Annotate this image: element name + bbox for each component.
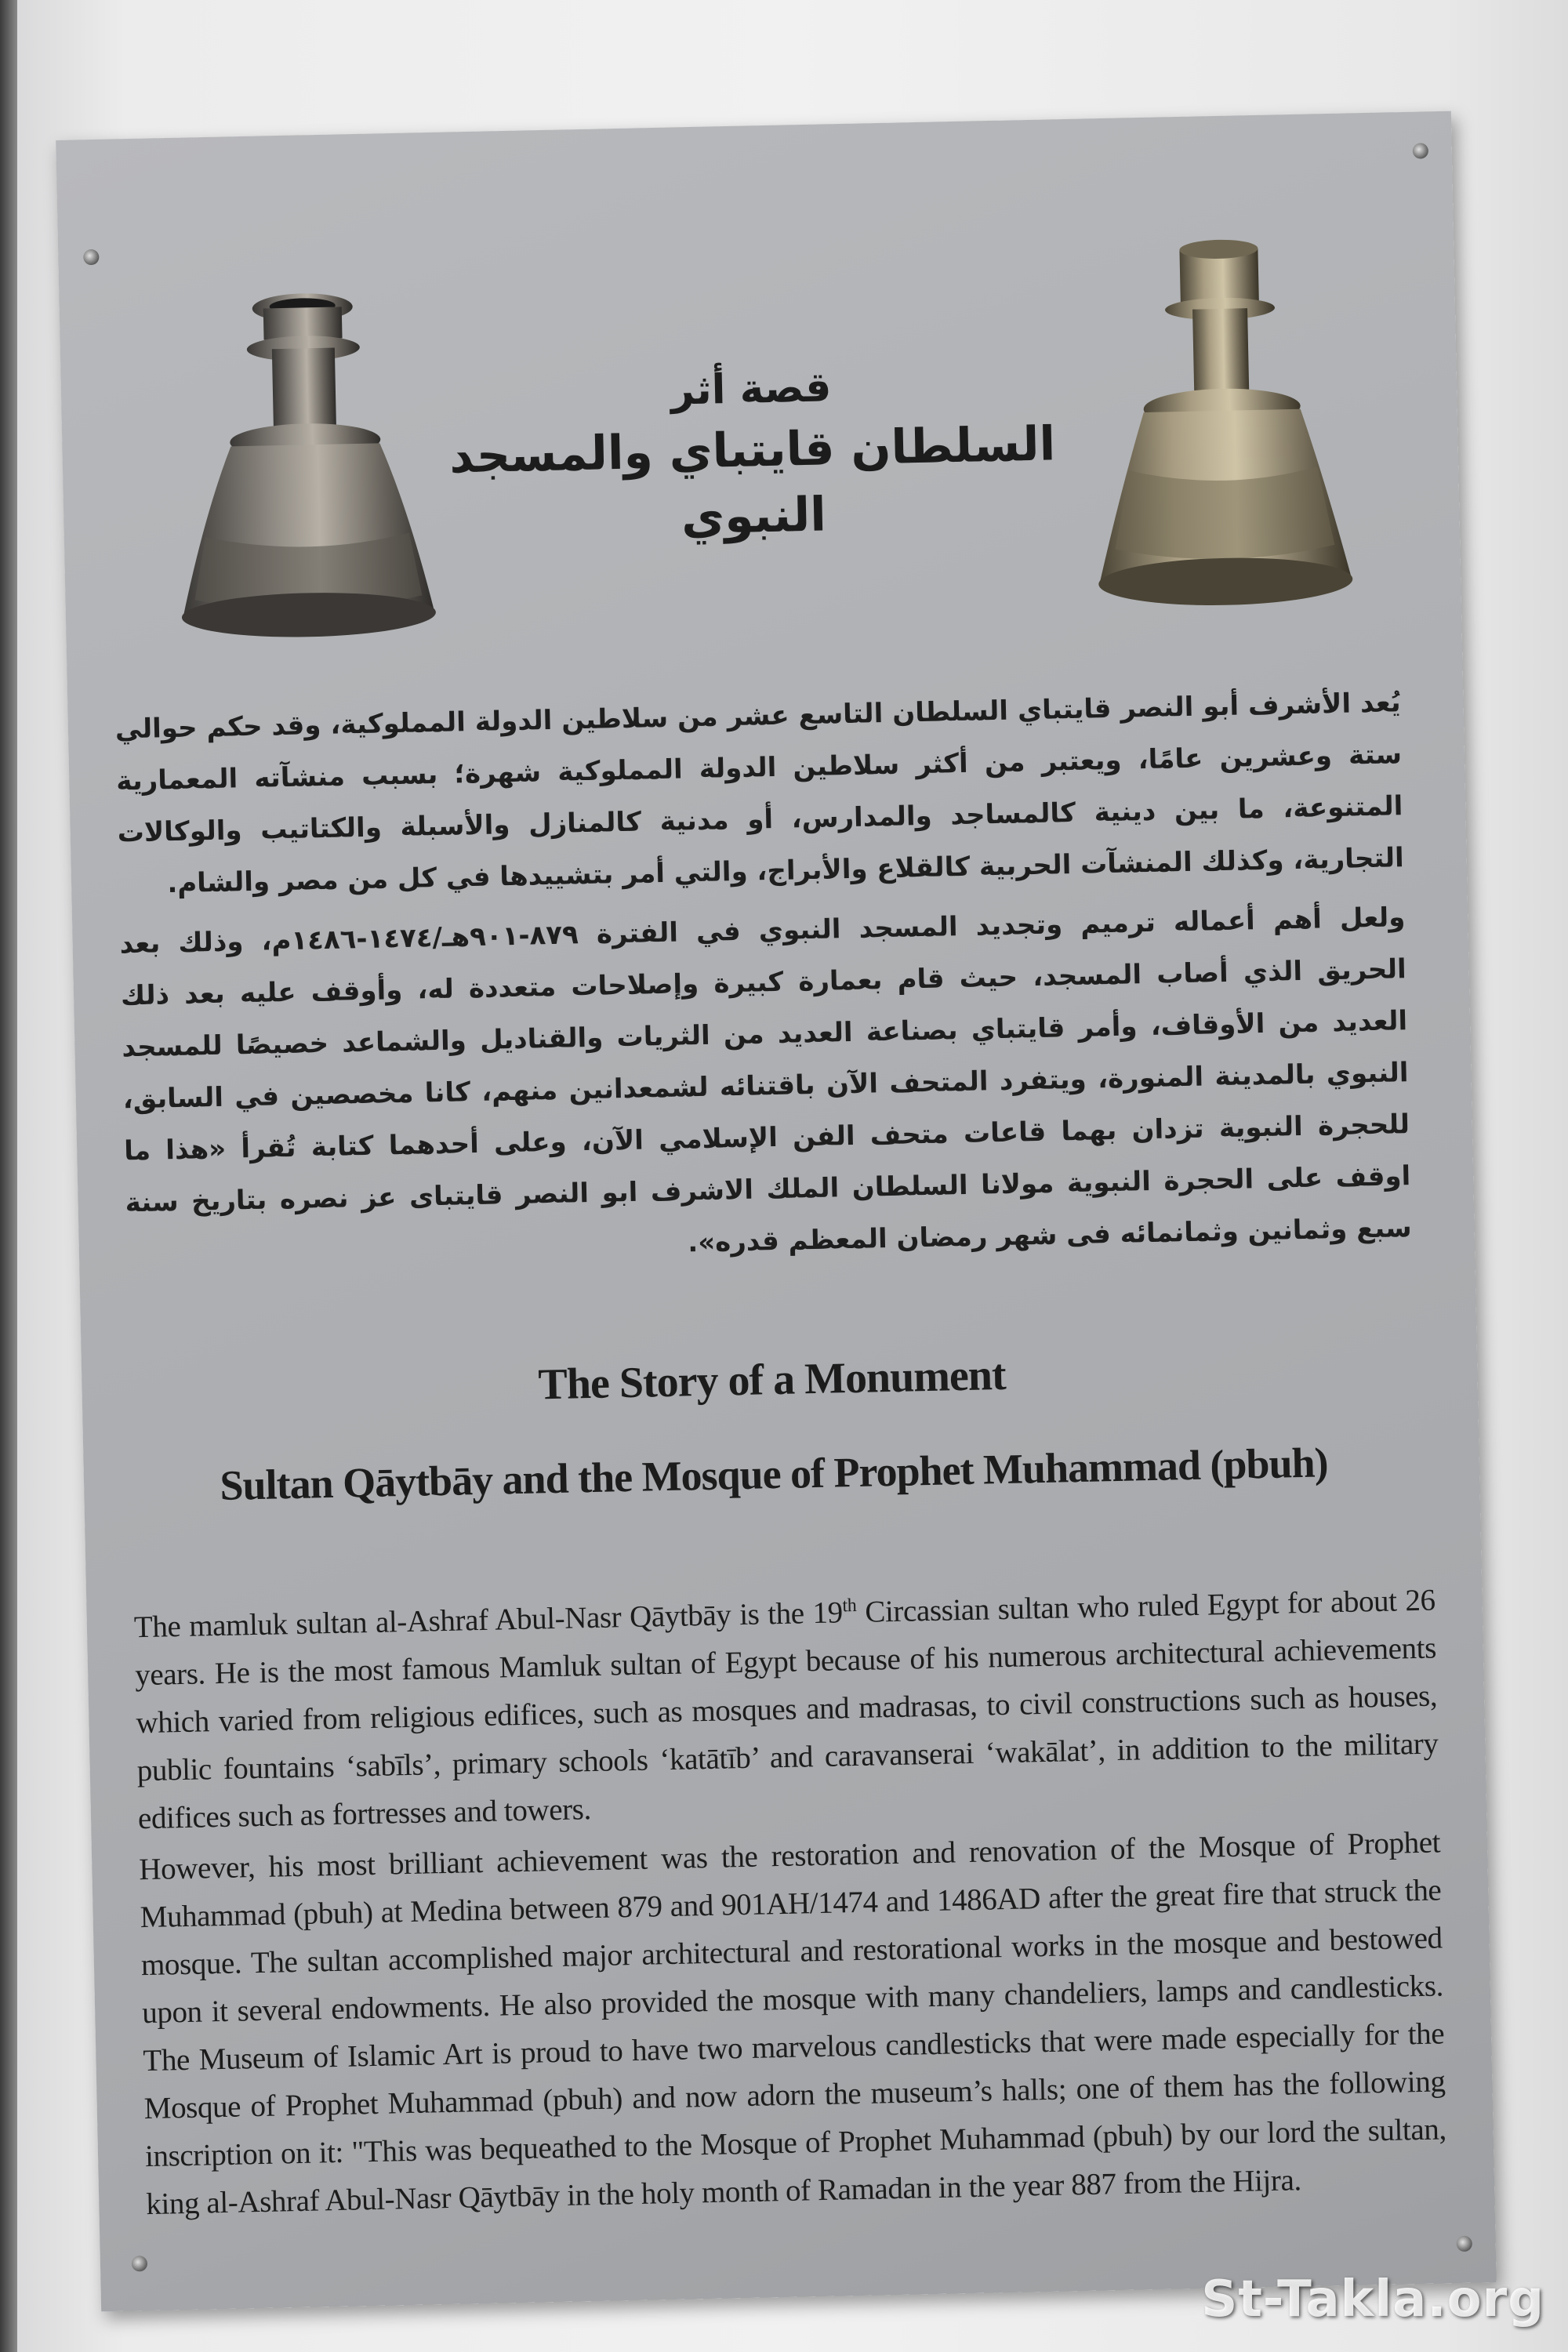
arabic-title-line1: قصة أثر [670, 364, 832, 415]
english-title: The Story of a Monument [537, 1350, 1007, 1410]
wall-edge-shadow [0, 0, 17, 2352]
arabic-paragraph-2: ولعل أهم أعماله ترميم وتجديد المسجد النبوي في الفترة ٨٧٩-٩٠١هـ/١٤٧٤-١٤٨٦م، وذلك بعد الحريق الذي أصاب المسجد، حيث قام بعمارة كبيرة وإصلاحات متعددة له، وأوقف عليه بعد ذلك العديد من الأوقاف، وأمر قايتباي بصناعة العديد من الثريات والقناديل والشماعد خصيصًا للمسجد النبوي بالمدينة المنورة، ويتفرد المتحف الآن باقتنائه لشمعدانين منهم، كانا مخصصين في السابق، للحجرة النبوية تزدان بهما قاعات متحف الفن الإسلامي الآن، وعلى أحدهما كتابة تُقرأ «هذا ما اوقف على الحجرة النبوية مولانا السلطان الملك الاشرف ابو النصر قايتباى عز نصره بتاريخ سنة سبع وثمانين وثمانمائه فى شهر رمضان المعظم قدره». [119, 902, 1413, 1259]
arabic-title-line2: السلطان قايتباي والمسجد النبوي [448, 416, 1056, 546]
screw-icon [83, 249, 99, 265]
right-candlestick-icon [1069, 230, 1376, 644]
museum-plaque [56, 111, 1497, 2312]
english-paragraph-2: However, his most brilliant achievement was the restoration and renovation of the Mosque of Prophet Muhammad (pbuh) at Medina between 879 and 901AH/1474 and 1486AD after the great fire that struck the mosque. The sultan accomplished major architectural and restorational works in the mosque and bestowed upon it several endowments. He also provided the mosque with many chandeliers, lamps and candlesticks. The Museum of Islamic Art is proud to have two marvelous candlesticks that were made especially for the Mosque of Prophet Muhammad (pbuh) and now adorn the museum’s halls; one of them has the following inscription on it: "This was bequeathed to the Mosque of Prophet Muhammad (pbuh) by our lord the sultan, king al-Ashraf Abul-Nasr Qāytbāy in the holy month of Ramadan in the year 887 from the Hijra. [138, 1825, 1447, 2222]
english-subtitle: Sultan Qāytbāy and the Mosque of Prophet Muhammad (pbuh) [219, 1439, 1329, 1509]
english-p1-sup: th [842, 1595, 857, 1617]
english-body [133, 1570, 1448, 2232]
english-p1-after: Circassian sultan who ruled Egypt for about 26 years. He is the most famous Mamluk sultan of Egypt because of his numerous architectural achievements which varied from religious edifices, such as mosques and madrasas, to civil constructions such as houses, public fountains ‘sabīls’, primary schools ‘katātīb’ and caravanserai ‘wakālat’, in addition to the military edifices such as fortresses and towers. [134, 1583, 1439, 1836]
arabic-paragraph-1: يُعد الأشرف أبو النصر قايتباي السلطان التاسع عشر من سلاطين الدولة المملوكية، وقد حكم حوالي ستة وعشرين عامًا، ويعتبر من أكثر سلاطين الدولة المملوكية شهرة؛ بسبب منشآته المعمارية المتنوعة، ما بين دينية كالمساجد والمدارس، أو مدنية كالمنازل والأسبلة والكتاتيب والوكالات التجارية، وكذلك المنشآت الحربية كالقلاع والأبراج، والتي أمر بتشييدها في كل من مصر والشام. [114, 687, 1405, 900]
arabic-title [437, 354, 1068, 556]
english-paragraph-1 [133, 1570, 1439, 1843]
arabic-body [114, 677, 1412, 1288]
watermark: St-Takla.org [1201, 2270, 1544, 2328]
english-title-block [129, 1335, 1417, 1519]
left-candlestick-icon [153, 273, 459, 671]
screw-icon [1457, 2236, 1472, 2252]
screw-icon [132, 2256, 147, 2271]
screw-icon [1413, 143, 1428, 158]
english-p1-before: The mamluk sultan al-Ashraf Abul-Nasr Qāytbāy is the 19 [133, 1595, 844, 1645]
